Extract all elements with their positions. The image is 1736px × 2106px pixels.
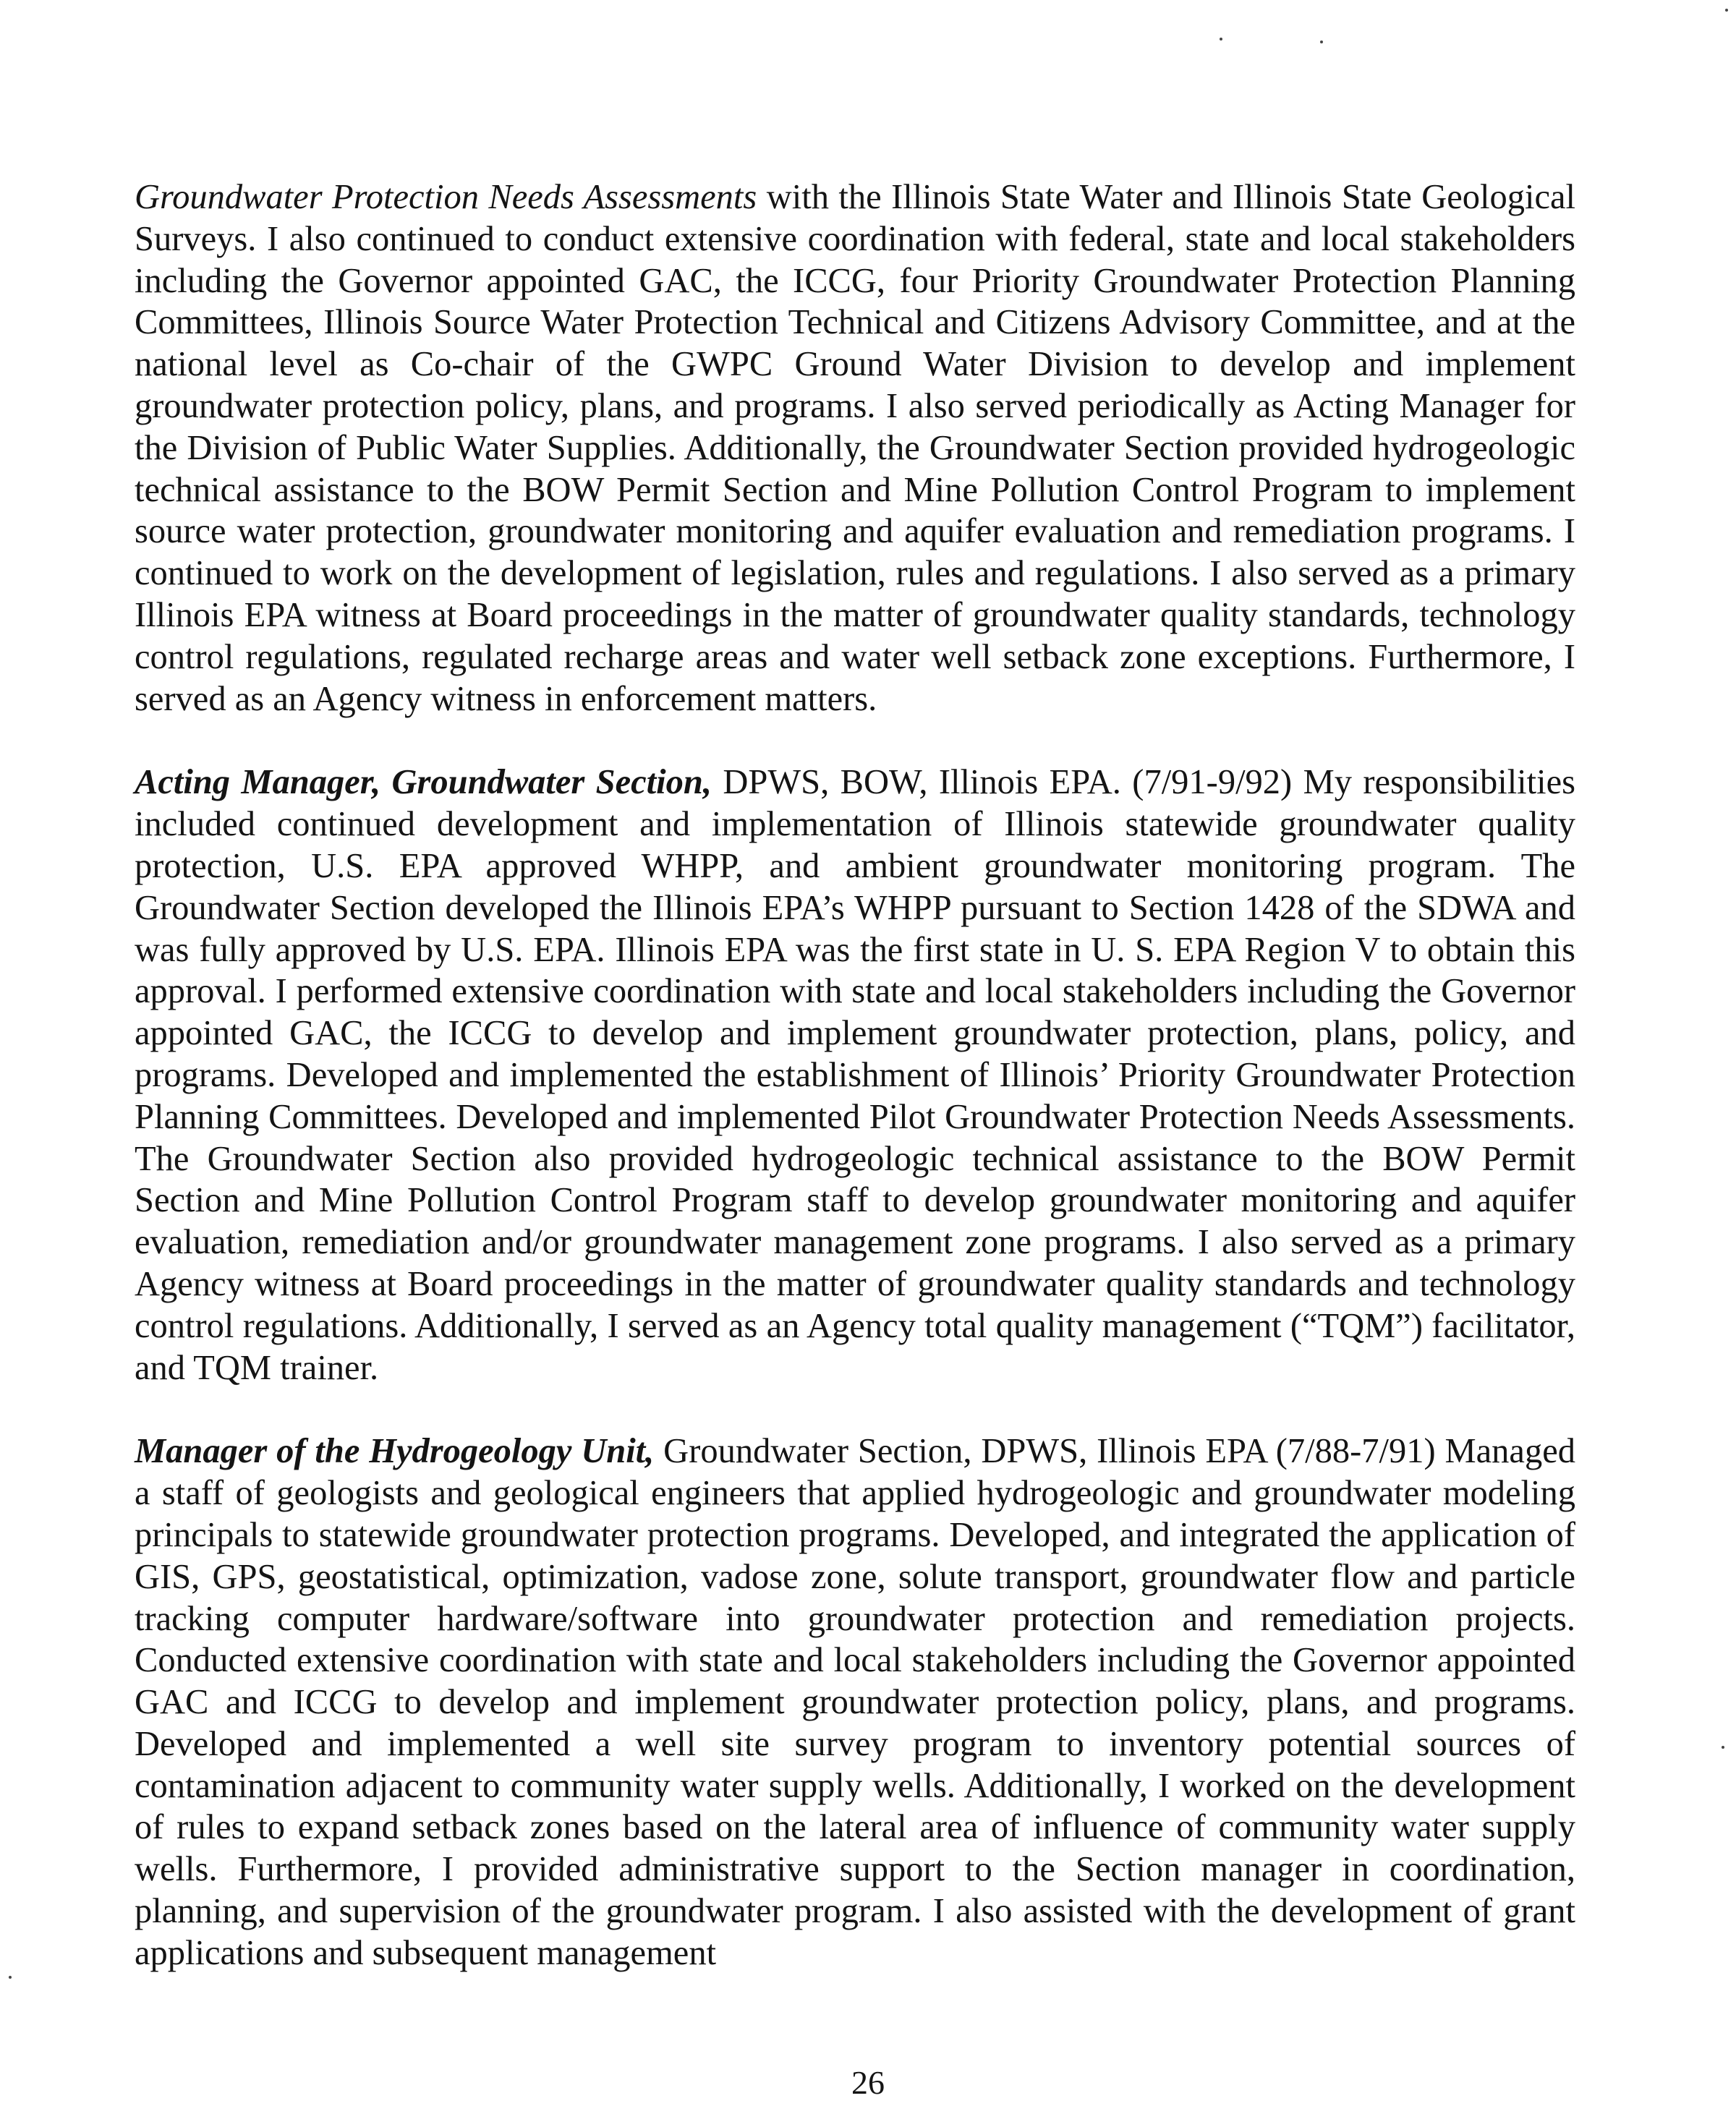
scan-speck: [9, 1976, 12, 1979]
paragraph-text: Groundwater Section, DPWS, Illinois EPA (7/88-7/91) Managed a staff of geologists and geological engineers that applied hydrogeologic and groundwater modeling principals to statewide groundwater protection programs. Developed, and integrated the application of GIS, GPS, geostatistical, optimization, vadose zone, solute transport, groundwater flow and particle tracking computer hardware/software into groundwater protection and remediation projects. Conducted extensive coordination with state and local stakeholders including the Governor appointed GAC and ICCG to develop and implement groundwater protection policy, plans, and programs. Developed and implemented a well site survey program to inventory potential sources of contamination adjacent to community water supply wells. Additionally, I worked on the development of rules to expand setback zones based on the lateral area of influence of community water supply wells. Furthermore, I provided administrative support to the Section manager in coordination, planning, and supervision of the groundwater program. I also assisted with the development of grant applications and subsequent management: [135, 1432, 1575, 1972]
paragraph-gpna-continuation: [135, 176, 1575, 720]
scan-speck: [1722, 1746, 1724, 1749]
scan-speck: [1320, 40, 1323, 43]
page-number: 26: [851, 2064, 885, 2101]
scan-speck: [1725, 9, 1728, 12]
paragraph-text: DPWS, BOW, Illinois EPA. (7/91-9/92) My responsibilities included continued development and implementation of Illinois statewide groundwater quality protection, U.S. EPA approved WHPP, and ambient groundwater monitoring program. The Groundwater Section developed the Illinois EPA’s WHPP pursuant to Section 1428 of the SDWA and was fully approved by U.S. EPA. Illinois EPA was the first state in U. S. EPA Region V to obtain this approval. I performed extensive coordination with state and local stakeholders including the Governor appointed GAC, the ICCG to develop and implement groundwater protection, plans, policy, and programs. Developed and implemented the establishment of Illinois’ Priority Groundwater Protection Planning Committees. Developed and implemented Pilot Groundwater Protection Needs Assessments. The Groundwater Section also provided hydrogeologic technical assistance to the BOW Permit Section and Mine Pollution Control Program staff to develop groundwater monitoring and aquifer evaluation, remediation and/or groundwater management zone programs. I also served as a primary Agency witness at Board proceedings in the matter of groundwater quality standards and technology control regulations. Additionally, I served as an Agency total quality management (“TQM”) facilitator, and TQM trainer.: [135, 763, 1575, 1387]
position-heading: Manager of the Hydrogeology Unit,: [135, 1432, 655, 1471]
paragraph-hydrogeology-manager: [135, 1431, 1575, 1974]
scan-speck: [1220, 38, 1222, 40]
position-heading: Acting Manager, Groundwater Section,: [135, 763, 712, 802]
paragraph-acting-manager: [135, 762, 1575, 1389]
paragraph-text: with the Illinois State Water and Illinois State Geological Surveys. I also continued to conduct extensive coordination with federal, state and local stakeholders including the Governor appointed GAC, the ICCG, four Priority Groundwater Protection Planning Committees, Illinois Source Water Protection Technical and Citizens Advisory Committee, and at the national level as Co-chair of the GWPC Ground Water Division to develop and implement groundwater protection policy, plans, and programs. I also served periodically as Acting Manager for the Division of Public Water Supplies. Additionally, the Groundwater Section provided hydrogeologic technical assistance to the BOW Permit Section and Mine Pollution Control Program to implement source water protection, groundwater monitoring and aquifer evaluation and remediation programs. I continued to work on the development of legislation, rules and regulations. I also served as a primary Illinois EPA witness at Board proceedings in the matter of groundwater quality standards, technology control regulations, regulated recharge areas and water well setback zone exceptions. Furthermore, I served as an Agency witness in enforcement matters.: [135, 178, 1576, 718]
document-body: [135, 176, 1575, 2016]
italic-lead-phrase: Groundwater Protection Needs Assessments: [135, 178, 757, 216]
